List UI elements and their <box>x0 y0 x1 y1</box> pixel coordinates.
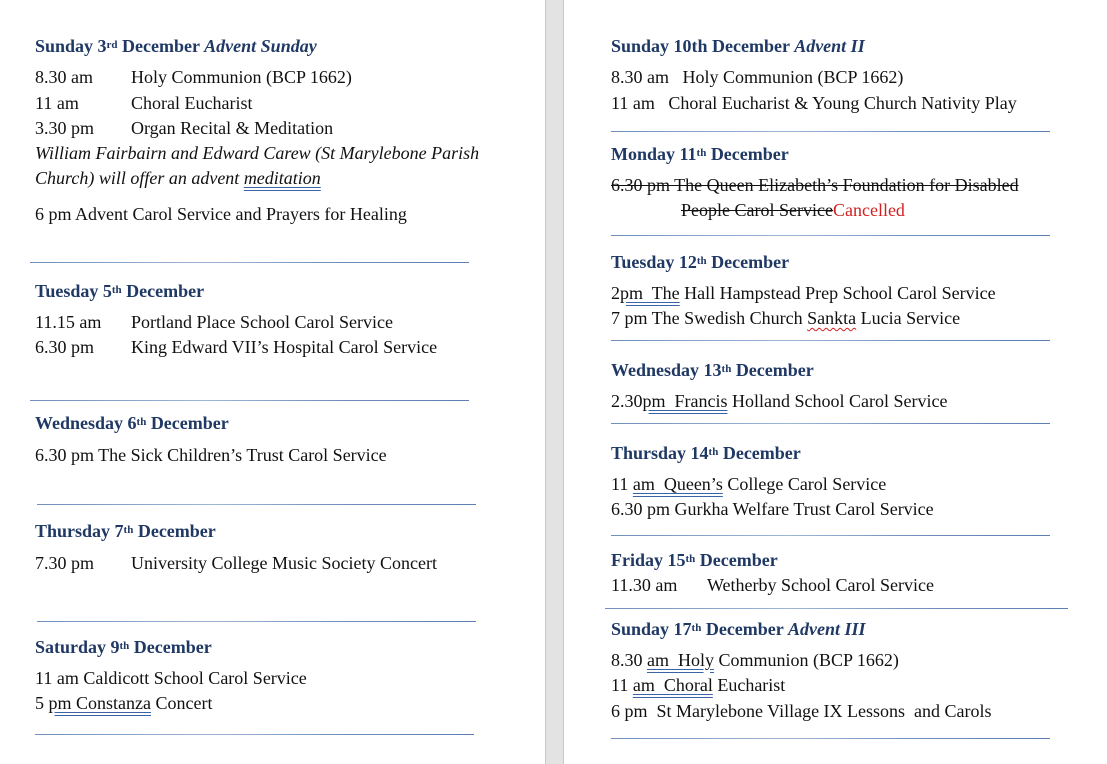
heading-month: December <box>150 413 229 433</box>
cancelled-label: Cancelled <box>832 200 905 220</box>
section-heading <box>611 359 814 381</box>
event-time: 8.30 am <box>35 67 93 87</box>
event-line <box>611 473 886 495</box>
note-underlined-word: meditation <box>243 168 321 188</box>
heading-month: December <box>133 637 212 657</box>
event-line: 11 am Caldicott School Carol Service <box>35 668 307 688</box>
event-text: 5 <box>35 693 49 713</box>
event-line <box>35 552 437 574</box>
section-heading <box>35 35 317 57</box>
event-text: People Carol Service <box>681 200 833 220</box>
heading-month: December <box>137 521 216 541</box>
event-text: Lucia Service <box>856 308 961 328</box>
event-text: 2 <box>611 283 620 303</box>
heading-day: Tuesday 5 <box>35 281 112 301</box>
event-time: 11.30 am <box>611 575 678 595</box>
heading-suffix: th <box>696 147 707 159</box>
heading-suffix: th <box>111 284 122 296</box>
spelling-flagged-text: Sankta <box>807 308 857 328</box>
heading-suffix: th <box>136 416 147 428</box>
note-text: William Fairbairn and Edward Carew (St Marylebone Parish Church) will offer an advent <box>35 143 480 188</box>
event-time: 11 am <box>35 93 79 113</box>
heading-month: December <box>122 36 200 56</box>
heading-day: Thursday 7 <box>35 521 124 541</box>
heading-day: Sunday 3 <box>35 36 107 56</box>
heading-day: Sunday 10th December <box>611 36 790 56</box>
heading-month: December <box>705 619 784 639</box>
section-divider <box>611 131 1050 132</box>
section-divider <box>37 504 476 505</box>
grammar-flagged-text: am Choral <box>632 675 713 695</box>
heading-month: December <box>722 443 801 463</box>
event-line <box>35 692 212 714</box>
event-time: 7.30 pm <box>35 553 95 573</box>
event-line <box>35 92 252 114</box>
grammar-flagged-text: am Queen’s <box>632 474 723 494</box>
event-text: College Carol Service <box>722 474 887 494</box>
heading-day: Tuesday 12 <box>611 252 697 272</box>
event-time: 3.30 pm <box>35 118 95 138</box>
event-text: 8.30 <box>611 650 647 670</box>
event-line: 11 am Choral Eucharist & Young Church Nativity Play <box>611 93 1017 113</box>
event-text: Communion (BCP 1662) <box>714 650 899 670</box>
section-divider <box>37 621 476 622</box>
section-heading <box>35 520 216 542</box>
heading-month: December <box>710 144 789 164</box>
event-name: Wetherby School Carol Service <box>707 575 934 595</box>
grammar-flagged-text: pm Constanza <box>48 693 151 713</box>
section-divider <box>611 535 1050 536</box>
event-text: Concert <box>150 693 213 713</box>
event-line: 6 pm Advent Carol Service and Prayers for Healing <box>35 204 407 224</box>
section-divider <box>611 340 1050 341</box>
event-line: 6.30 pm The Sick Children’s Trust Carol Service <box>35 445 387 465</box>
grammar-flagged-text: pm Francis <box>642 391 728 411</box>
event-text: 11 <box>611 474 633 494</box>
grammar-flagged-text: am Holy <box>647 650 714 670</box>
grammar-flagged-text: pm The <box>620 283 680 303</box>
event-text: 7 pm The Swedish Church <box>611 308 808 328</box>
heading-suffix: rd <box>106 39 118 51</box>
event-line: 8.30 am Holy Communion (BCP 1662) <box>611 67 904 87</box>
event-text: 11 <box>611 675 633 695</box>
heading-day: Monday 11 <box>611 144 697 164</box>
section-divider <box>611 738 1050 739</box>
section-heading <box>611 35 865 57</box>
event-line <box>611 574 934 596</box>
section-heading <box>611 143 789 165</box>
heading-suffix: th <box>691 622 702 634</box>
heading-suffix: th <box>685 553 696 565</box>
section-divider <box>30 262 469 263</box>
section-heading <box>35 636 212 658</box>
event-text: Holland School Carol Service <box>727 391 948 411</box>
cancelled-event-line: 6.30 pm The Queen Elizabeth’s Foundation for Disabled <box>611 175 1019 195</box>
event-line: 6 pm St Marylebone Village IX Lessons and Carols <box>611 701 992 721</box>
section-heading <box>611 251 789 273</box>
section-divider <box>35 734 474 735</box>
heading-month: December <box>699 550 778 570</box>
heading-day: Wednesday 13 <box>611 360 722 380</box>
event-note <box>35 141 515 191</box>
event-time: 6.30 pm <box>35 337 95 357</box>
section-heading <box>611 618 865 640</box>
heading-suffix: th <box>696 255 707 267</box>
event-line <box>35 336 437 358</box>
event-line <box>611 282 996 304</box>
section-heading <box>611 442 801 464</box>
event-line <box>611 390 947 412</box>
event-name: Holy Communion (BCP 1662) <box>131 67 352 87</box>
event-text: Eucharist <box>712 675 786 695</box>
event-text: 2.30 <box>611 391 643 411</box>
section-heading <box>611 549 778 571</box>
event-line <box>611 674 785 696</box>
event-text: Hall Hampstead Prep School Carol Service <box>679 283 996 303</box>
heading-title: Advent III <box>787 619 866 639</box>
heading-month: December <box>126 281 205 301</box>
heading-month: December <box>735 360 814 380</box>
section-divider <box>611 423 1050 424</box>
heading-suffix: th <box>721 363 732 375</box>
event-line <box>611 649 899 671</box>
heading-month: December <box>711 252 790 272</box>
event-line <box>35 117 333 139</box>
event-name: Organ Recital & Meditation <box>131 118 334 138</box>
event-line: 6.30 pm Gurkha Welfare Trust Carol Service <box>611 499 934 519</box>
event-line <box>611 307 960 329</box>
heading-day: Saturday 9 <box>35 637 120 657</box>
event-name: Choral Eucharist <box>131 93 253 113</box>
section-divider <box>611 235 1050 236</box>
page-gap <box>545 0 564 764</box>
heading-title: Advent Sunday <box>204 36 317 56</box>
section-divider <box>605 608 1068 609</box>
heading-suffix: th <box>123 524 134 536</box>
section-heading <box>35 412 229 434</box>
heading-day: Sunday 17 <box>611 619 692 639</box>
event-name: University College Music Society Concert <box>131 553 437 573</box>
heading-day: Wednesday 6 <box>35 413 137 433</box>
event-line <box>35 311 393 333</box>
event-line <box>35 66 352 88</box>
heading-title: Advent II <box>794 36 865 56</box>
heading-suffix: th <box>119 640 130 652</box>
event-name: King Edward VII’s Hospital Carol Service <box>131 337 438 357</box>
heading-day: Friday 15 <box>611 550 686 570</box>
event-time: 11.15 am <box>35 312 102 332</box>
heading-day: Thursday 14 <box>611 443 709 463</box>
heading-suffix: th <box>708 446 719 458</box>
section-divider <box>30 400 469 401</box>
event-name: Portland Place School Carol Service <box>131 312 393 332</box>
cancelled-event-line <box>611 199 905 221</box>
section-heading <box>35 280 204 302</box>
